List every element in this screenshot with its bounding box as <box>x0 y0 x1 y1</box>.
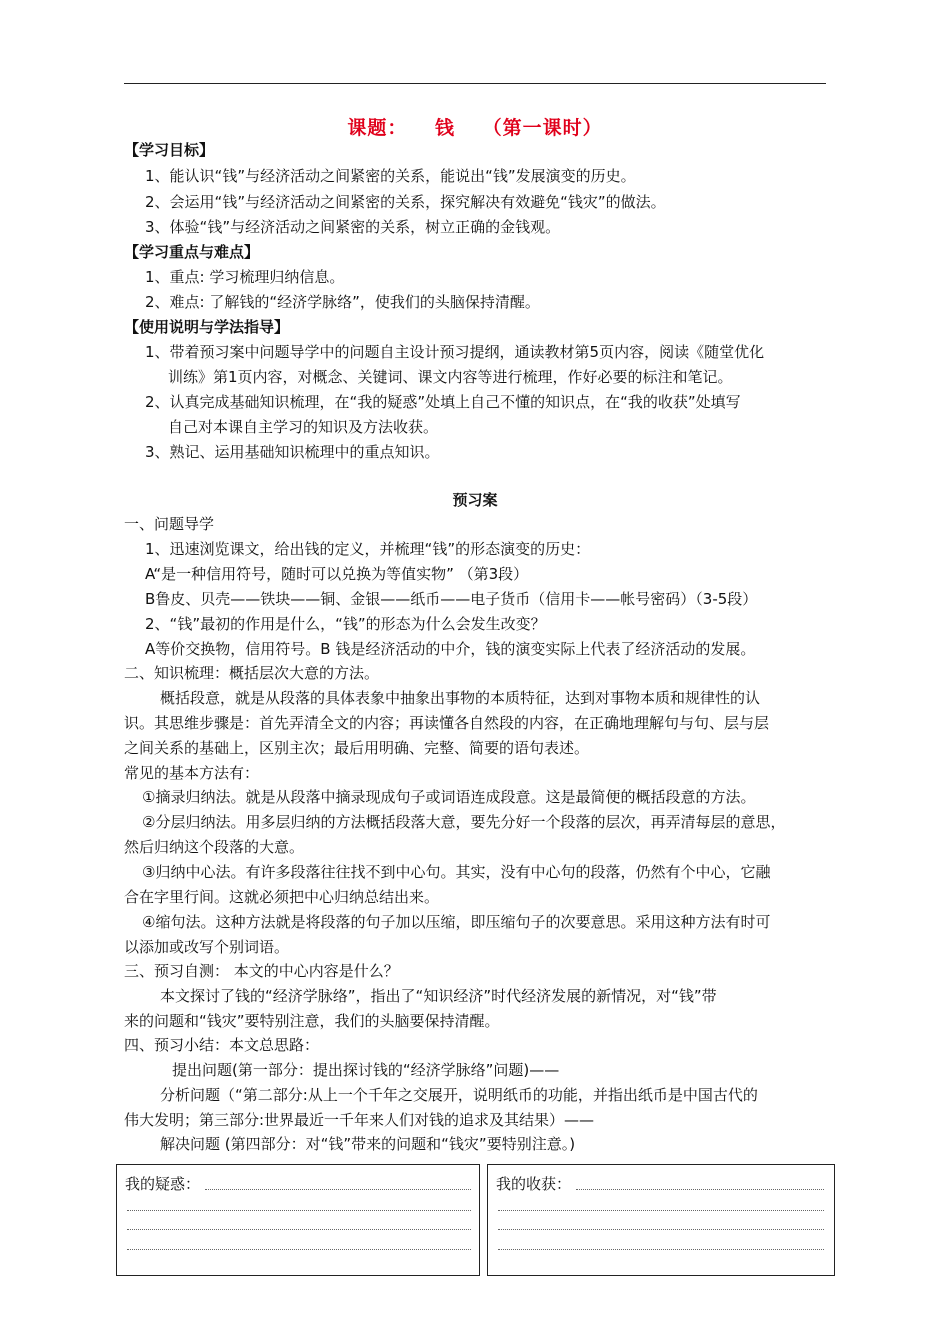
preview-line: B鲁皮、贝壳——铁块——铜、金银——纸币——电子货币（信用卡——帐号密码）（3-5段） <box>145 590 758 608</box>
preview-line: 1、迅速浏览课文，给出钱的定义，并梳理“钱”的形态演变的历史： <box>145 540 591 558</box>
preview-line: 合在字里行间。这就必须把中心归纳总结出来。 <box>124 888 440 906</box>
goals-heading: 【学习目标】 <box>124 141 215 159</box>
doubts-label: 我的疑惑： <box>125 1175 201 1193</box>
page-title <box>0 113 950 140</box>
preview-line: 概括段意，就是从段落的具体表象中抽象出事物的本质特征，达到对事物本质和规律性的认 <box>160 689 761 707</box>
title-subject: 钱 <box>434 117 455 139</box>
writing-line <box>127 1210 471 1211</box>
instruction-line: 训练》第1页内容，对概念、关键词、课文内容等进行梳理，作好必要的标注和笔记。 <box>168 368 733 386</box>
preview-line: 解决问题 (第四部分：对“钱”带来的问题和“钱灾”要特别注意。) <box>160 1135 576 1153</box>
preview-line: 二、知识梳理：概括层次大意的方法。 <box>124 664 380 682</box>
preview-line: ②分层归纳法。用多层归纳的方法概括段落大意，要先分好一个段落的层次，再弄清每层的意思， <box>142 813 786 831</box>
preview-line: 来的问题和“钱灾”要特别注意，我们的头脑要保持清醒。 <box>124 1012 500 1030</box>
goal-item: 2、会运用“钱”与经济活动之间紧密的关系，探究解决有效避免“钱灾”的做法。 <box>145 193 666 211</box>
instruction-line: 3、熟记、运用基础知识梳理中的重点知识。 <box>145 443 440 461</box>
preview-line: 三、预习自测： 本文的中心内容是什么？ <box>124 962 399 980</box>
writing-line <box>498 1249 824 1250</box>
preview-heading: 预习案 <box>452 491 498 509</box>
preview-line: 识。其思维步骤是：首先弄清全文的内容；再读懂各自然段的内容，在正确地理解句与句、层与层 <box>124 714 770 732</box>
preview-line: 然后归纳这个段落的大意。 <box>124 838 305 856</box>
preview-line: ④缩句法。这种方法就是将段落的句子加以压缩，即压缩句子的次要意思。采用这种方法有时可 <box>142 913 771 931</box>
instruction-line: 1、带着预习案中问题导学中的问题自主设计预习提纲，通读教材第5页内容，阅读《随堂优化 <box>145 343 765 361</box>
preview-line: 四、预习小结：本文总思路： <box>124 1036 320 1054</box>
preview-line: 提出问题(第一部分：提出探讨钱的“经济学脉络”问题)—— <box>172 1061 560 1079</box>
gains-box[interactable] <box>487 1164 835 1276</box>
keypoint-item: 1、重点: 学习梳理归纳信息。 <box>145 268 345 286</box>
instructions-heading: 【使用说明与学法指导】 <box>124 318 290 336</box>
writing-line <box>576 1189 824 1190</box>
keypoint-item: 2、难点: 了解钱的“经济学脉络”，使我们的头脑保持清醒。 <box>145 293 540 311</box>
goal-item: 3、体验“钱”与经济活动之间紧密的关系，树立正确的金钱观。 <box>145 218 561 236</box>
writing-line <box>127 1229 471 1230</box>
preview-line: A等价交换物，信用符号。B 钱是经济活动的中介，钱的演变实际上代表了经济活动的发展。 <box>145 640 756 658</box>
preview-line: 以添加或改写个别词语。 <box>124 938 290 956</box>
header-rule <box>124 83 826 84</box>
preview-line: 分析问题（“第二部分:从上一个千年之交展开，说明纸币的功能，并指出纸币是中国古代的 <box>160 1086 758 1104</box>
instruction-line: 自己对本课自主学习的知识及方法收获。 <box>168 418 439 436</box>
preview-line: 一、问题导学 <box>124 515 215 533</box>
title-session: （第一课时） <box>482 117 603 139</box>
goal-item: 1、能认识“钱”与经济活动之间紧密的关系，能说出“钱”发展演变的历史。 <box>145 167 636 185</box>
preview-line: 常见的基本方法有： <box>124 764 260 782</box>
preview-line: 伟大发明；第三部分:世界最近一千年来人们对钱的追求及其结果）—— <box>124 1111 595 1129</box>
gains-label: 我的收获： <box>496 1175 572 1193</box>
preview-line: ③归纳中心法。有许多段落往往找不到中心句。其实，没有中心句的段落，仍然有个中心，它融 <box>142 863 771 881</box>
writing-line <box>498 1229 824 1230</box>
preview-line: A“是一种信用符号，随时可以兑换为等值实物” （第3段） <box>145 565 529 583</box>
preview-line: 本文探讨了钱的“经济学脉络”，指出了“知识经济”时代经济发展的新情况，对“钱”带 <box>160 987 717 1005</box>
preview-line: 之间关系的基础上，区别主次；最后用明确、完整、简要的语句表述。 <box>124 739 590 757</box>
writing-line <box>205 1189 471 1190</box>
preview-line: ①摘录归纳法。就是从段落中摘录现成句子或词语连成段意。这是最简便的概括段意的方法。 <box>142 788 756 806</box>
title-prefix: 课题： <box>347 117 408 139</box>
instruction-line: 2、认真完成基础知识梳理，在“我的疑惑”处填上自己不懂的知识点，在“我的收获”处填写 <box>145 393 741 411</box>
preview-line: 2、“钱”最初的作用是什么，“钱”的形态为什么会发生改变？ <box>145 615 546 633</box>
keypoints-heading: 【学习重点与难点】 <box>124 243 260 261</box>
doubts-box[interactable] <box>116 1164 480 1276</box>
writing-line <box>127 1249 471 1250</box>
writing-line <box>498 1210 824 1211</box>
